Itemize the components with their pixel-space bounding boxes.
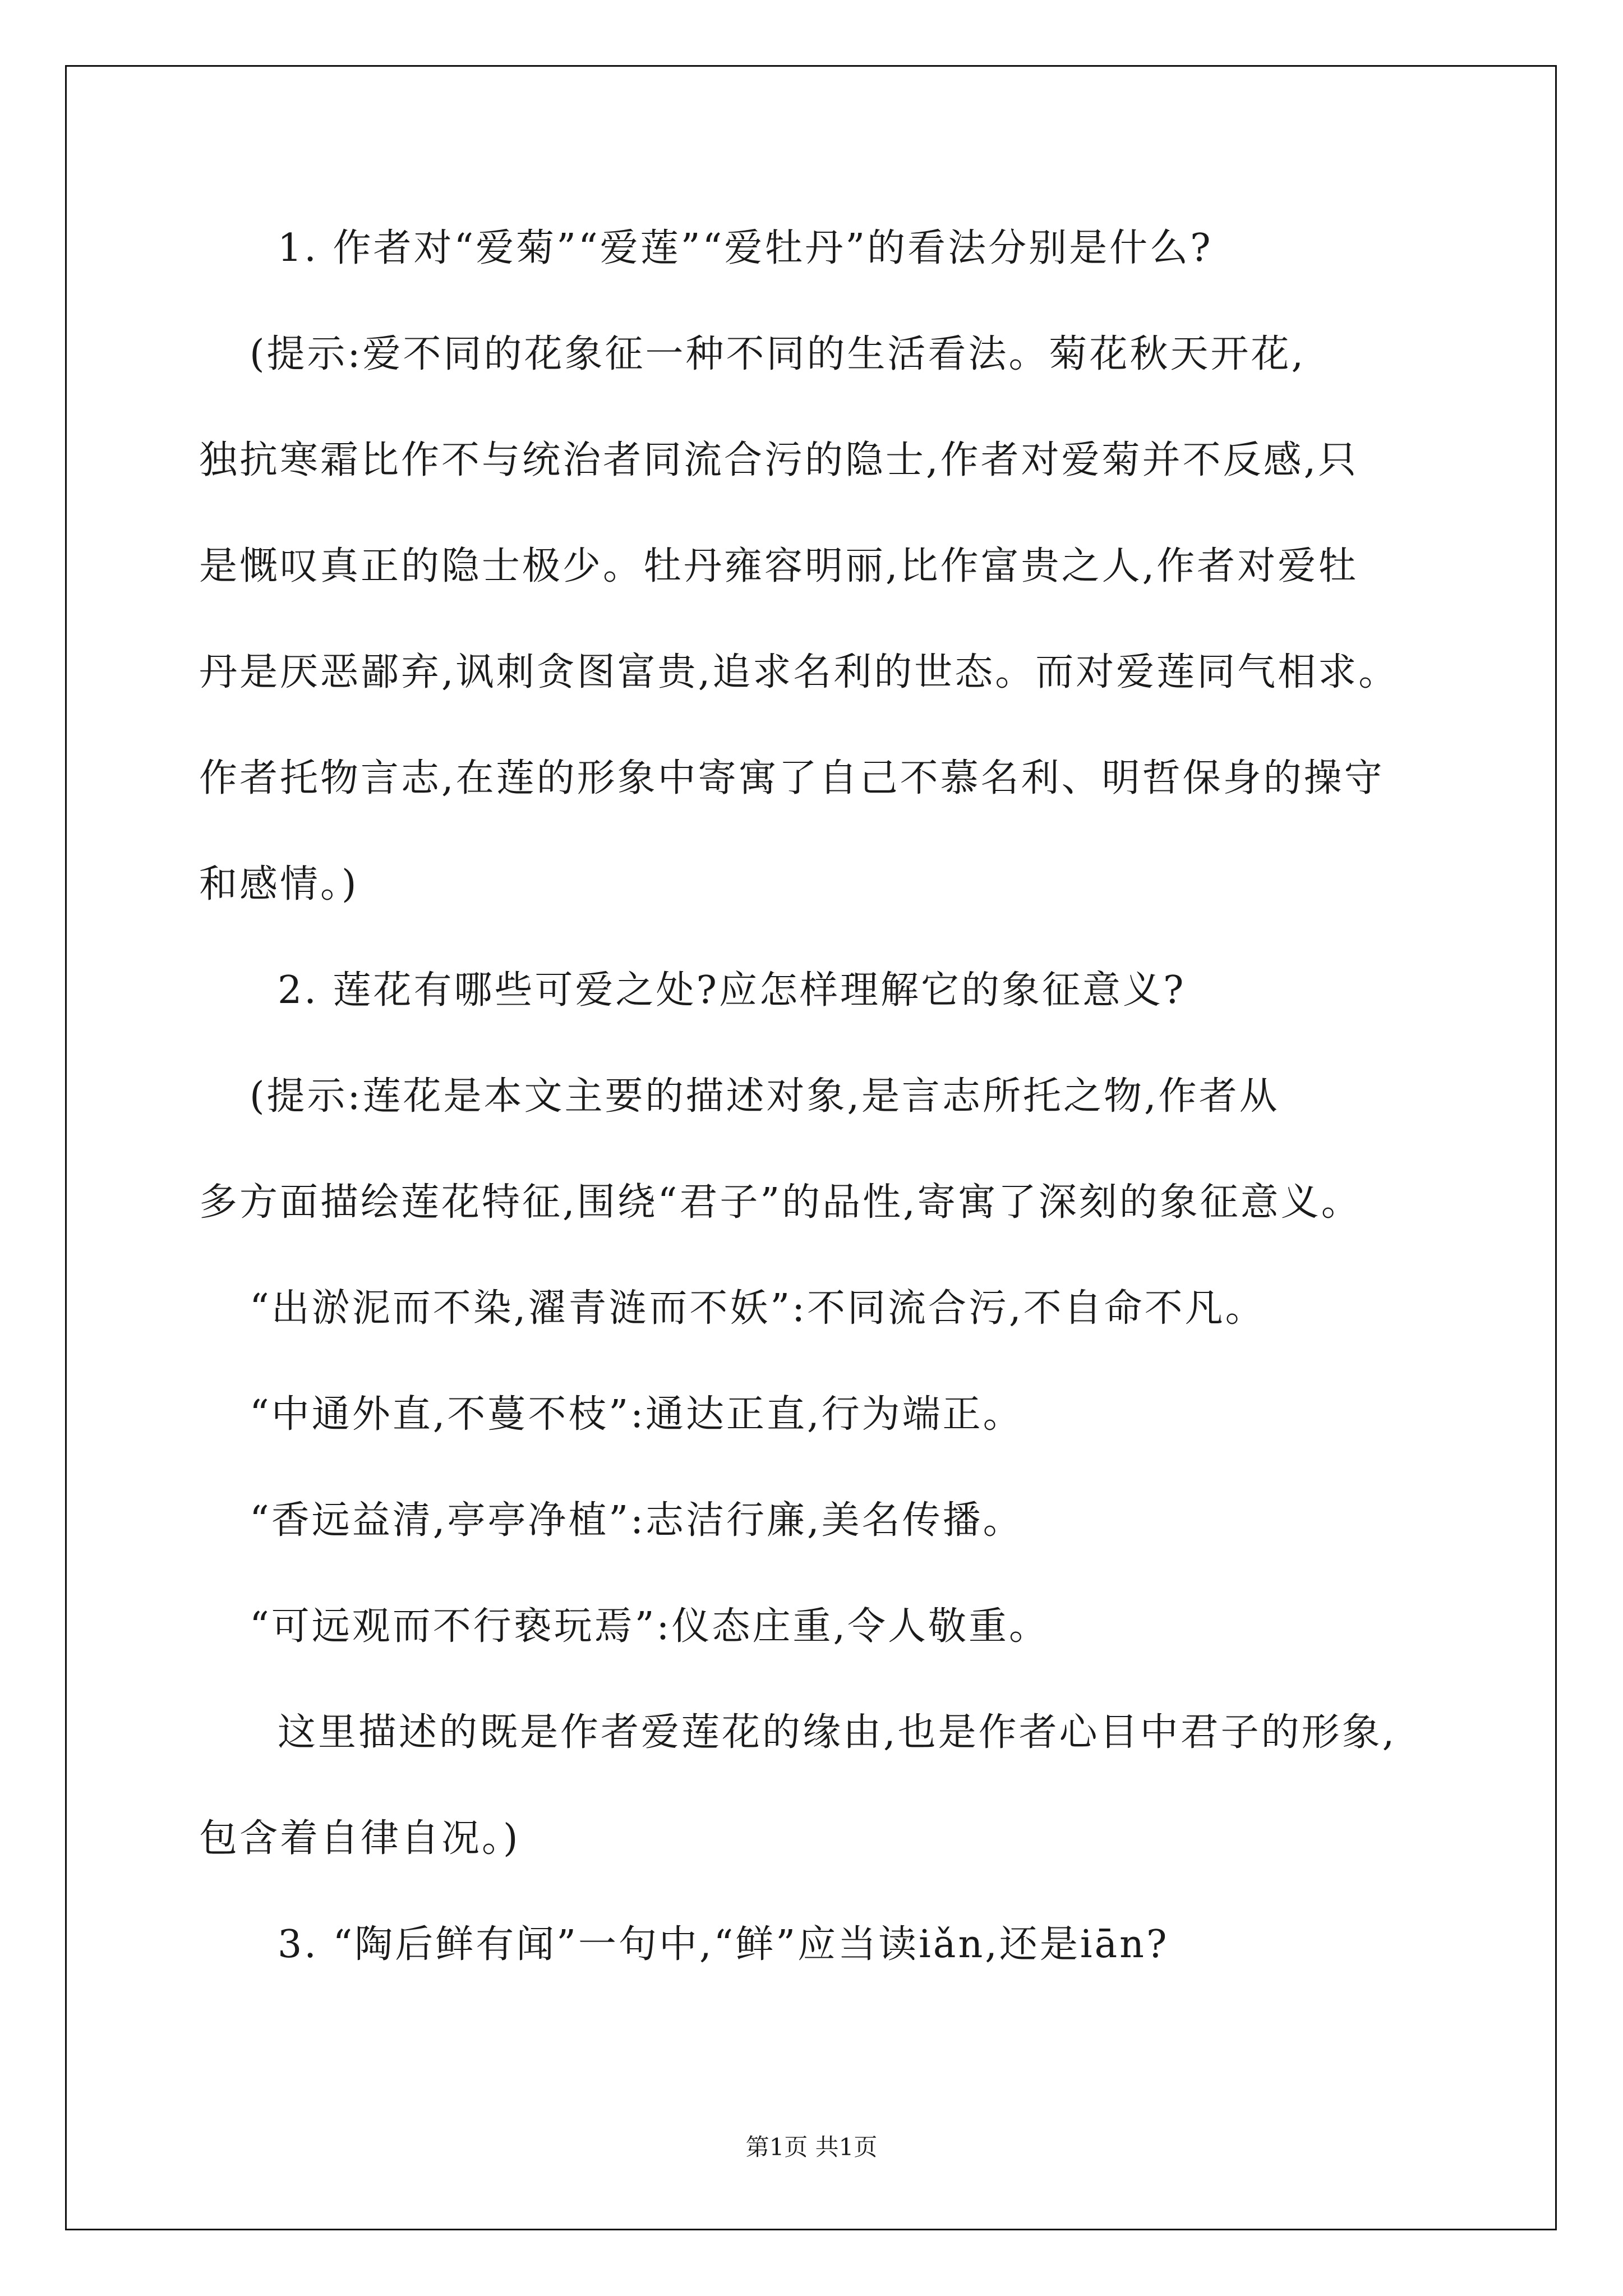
hint-1-line-1: (提示:爱不同的花象征一种不同的生活看法。菊花秋天开花, xyxy=(250,332,1306,376)
page-border xyxy=(65,65,1557,2230)
question-1: 1. 作者对“爱菊”“爱莲”“爱牡丹”的看法分别是什么? xyxy=(278,226,1213,270)
hint-1-line-3: 是慨叹真正的隐士极少。牡丹雍容明丽,比作富贵之人,作者对爱牡 xyxy=(199,544,1359,588)
question-2: 2. 莲花有哪些可爱之处?应怎样理解它的象征意义? xyxy=(278,968,1186,1013)
quote-line-4: “可远观而不行亵玩焉”:仪态庄重,令人敬重。 xyxy=(250,1604,1050,1649)
hint-2-line-1: (提示:莲花是本文主要的描述对象,是言志所托之物,作者从 xyxy=(250,1074,1280,1119)
hint-1-line-6: 和感情。) xyxy=(199,862,359,907)
summary-line-2: 包含着自律自况。) xyxy=(199,1816,520,1861)
quote-line-3: “香远益清,亭亭净植”:志洁行廉,美名传播。 xyxy=(250,1498,1023,1543)
hint-2-line-2: 多方面描绘莲花特征,围绕“君子”的品性,寄寓了深刻的象征意义。 xyxy=(199,1180,1362,1225)
quote-line-2: “中通外直,不蔓不枝”:通达正直,行为端正。 xyxy=(250,1392,1023,1437)
summary-line-1: 这里描述的既是作者爱莲花的缘由,也是作者心目中君子的形象, xyxy=(278,1710,1397,1755)
question-3: 3. “陶后鲜有闻”一句中,“鲜”应当读iǎn,还是iān? xyxy=(278,1922,1169,1967)
hint-1-line-5: 作者托物言志,在莲的形象中寄寓了自己不慕名利、明哲保身的操守 xyxy=(199,756,1385,800)
page-footer: 第1页 共1页 xyxy=(745,2133,878,2161)
hint-1-line-4: 丹是厌恶鄙弃,讽刺贪图富贵,追求名利的世态。而对爱莲同气相求。 xyxy=(199,650,1399,694)
quote-line-1: “出淤泥而不染,濯青涟而不妖”:不同流合污,不自命不凡。 xyxy=(250,1286,1266,1331)
hint-1-line-2: 独抗寒霜比作不与统治者同流合污的隐士,作者对爱菊并不反感,只 xyxy=(199,438,1359,482)
